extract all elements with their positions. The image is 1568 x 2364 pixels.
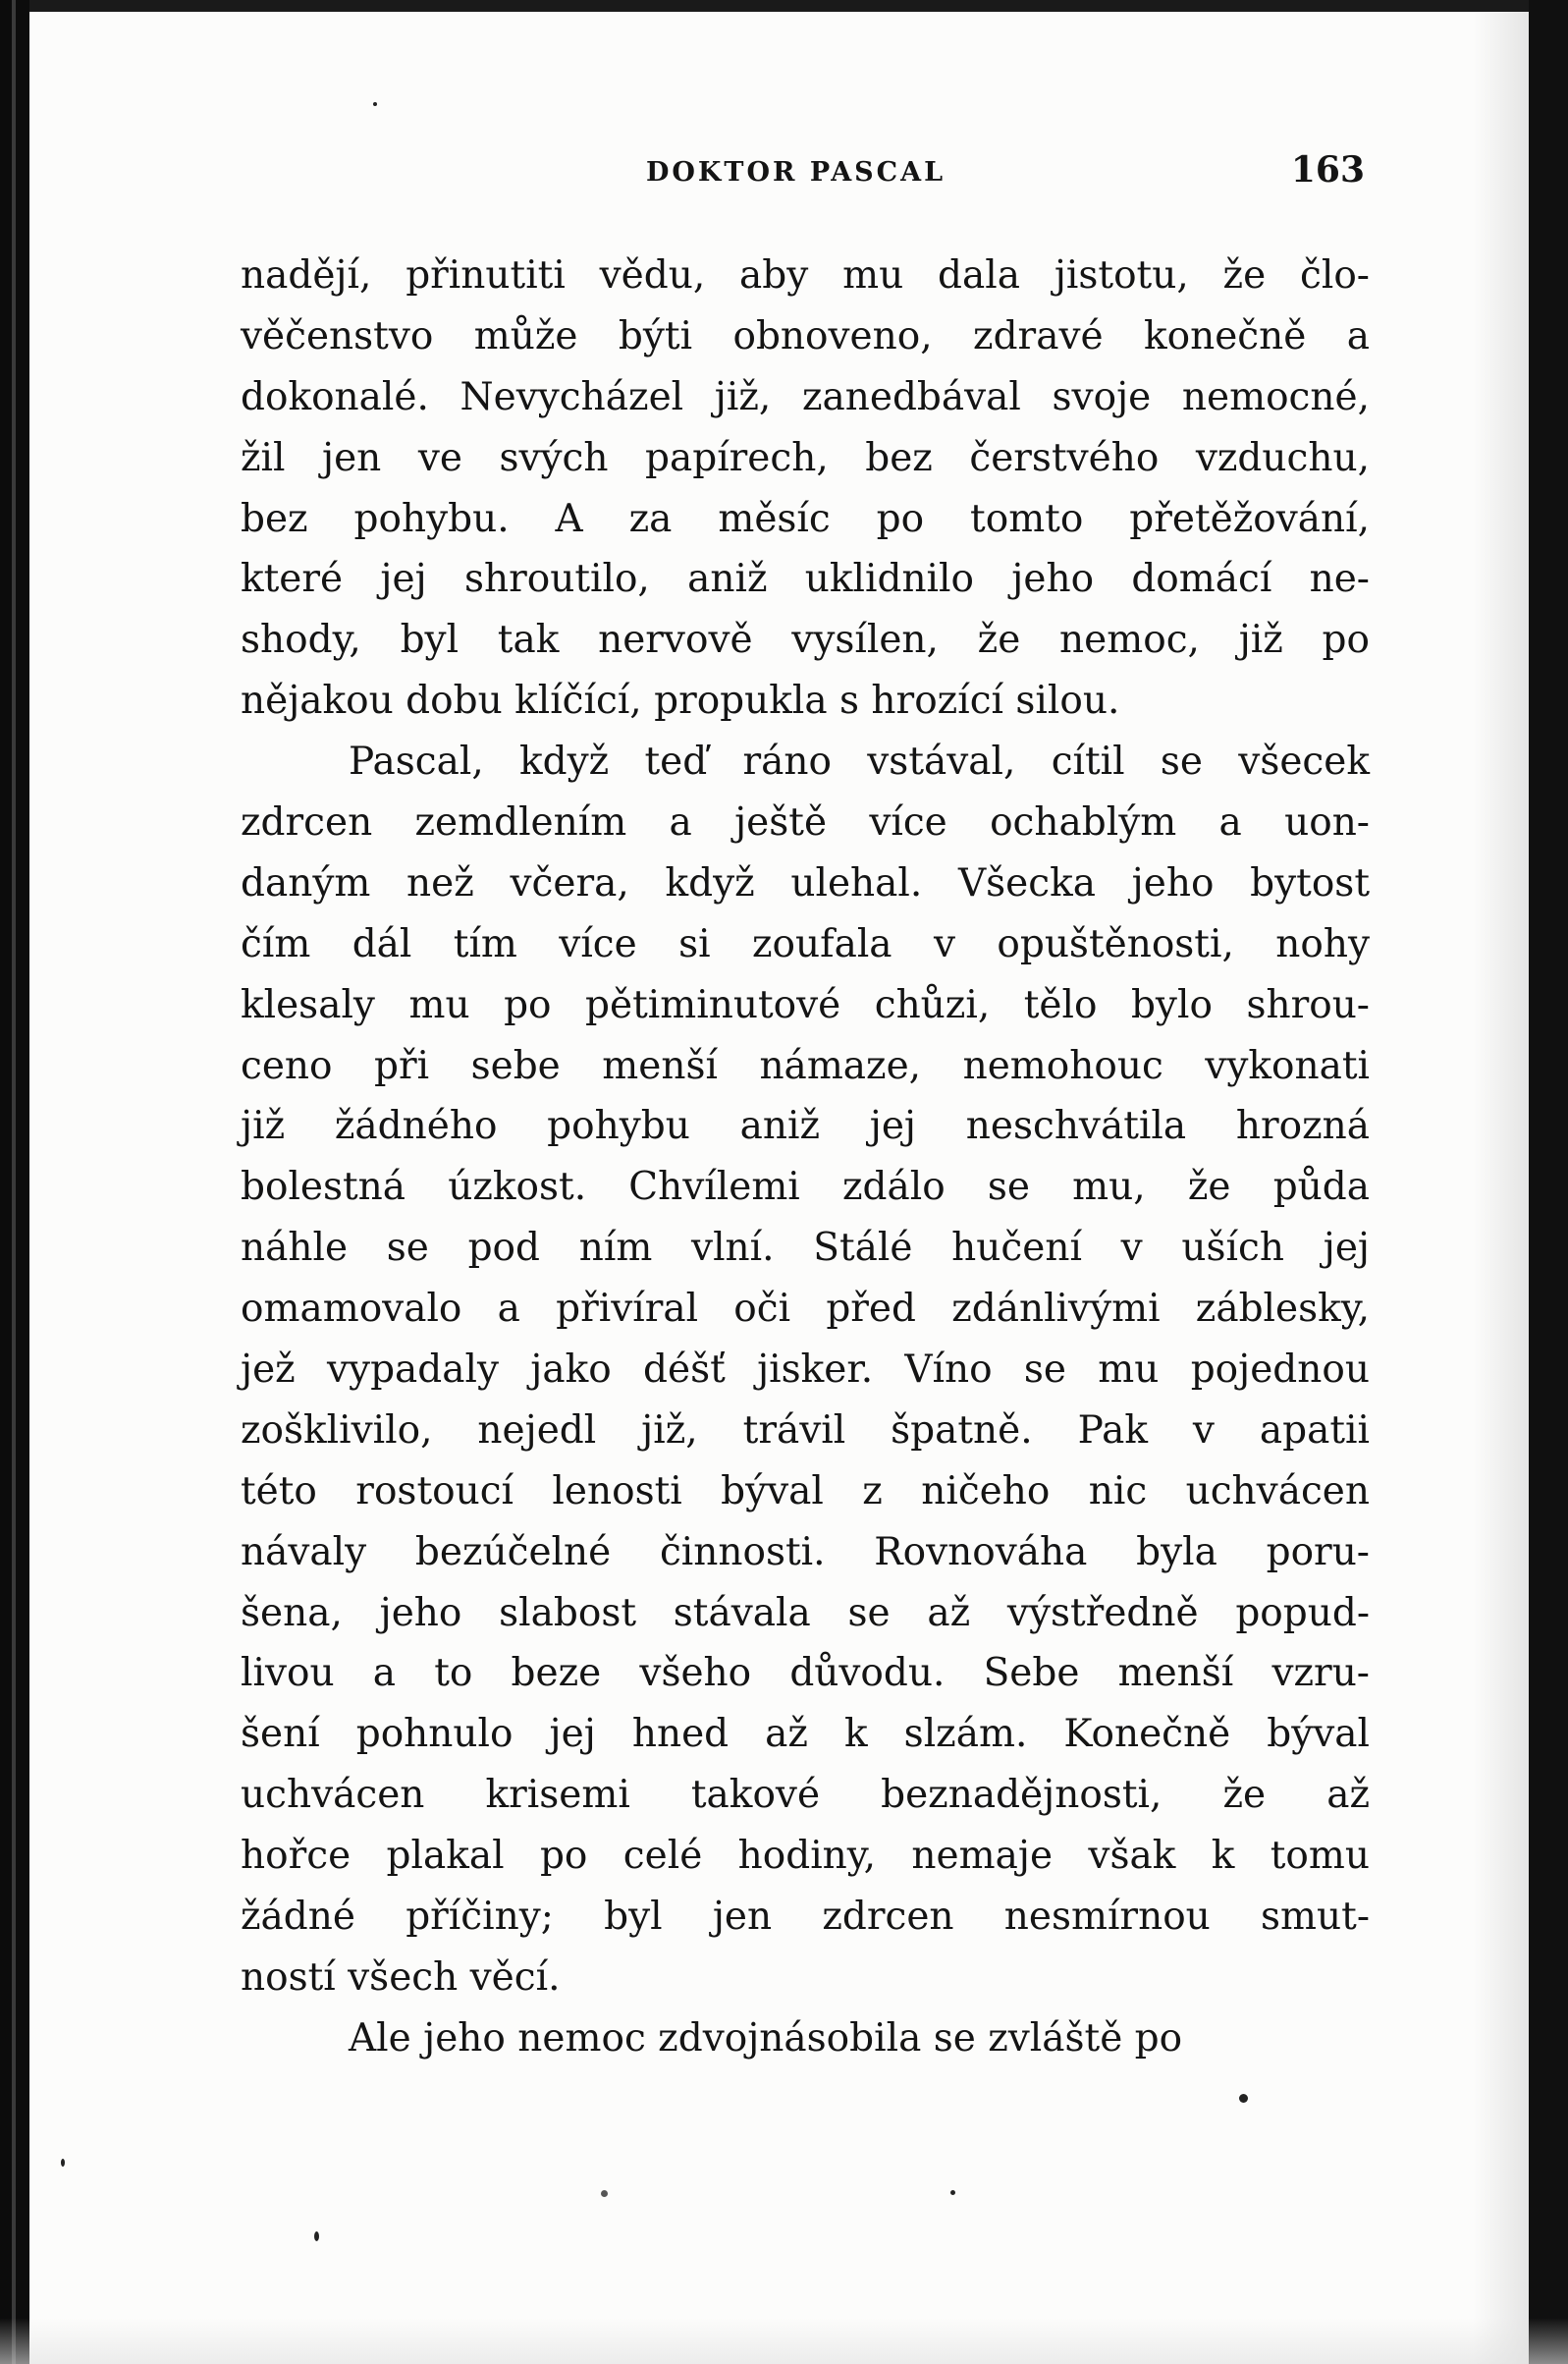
text-line: livou a to beze všeho důvodu. Sebe menší vzru-	[241, 1651, 1370, 1696]
page-bottom-shadow	[0, 2318, 1568, 2364]
text-line: omamovalo a přivíral oči před zdánlivými záblesky,	[241, 1287, 1370, 1332]
text-line: klesaly mu po pětiminutové chůzi, tělo bylo shrou-	[241, 982, 1370, 1027]
text-line: shody, byl tak nervově vysílen, že nemoc, již po	[241, 618, 1370, 663]
text-line: šení pohnulo jej hned až k slzám. Konečně býval	[241, 1712, 1370, 1757]
page-number: 163	[1290, 149, 1365, 191]
text-line: náhle se pod ním vlní. Stálé hučení v uších jej	[241, 1226, 1370, 1271]
text-line: bolestná úzkost. Chvílemi zdálo se mu, že půda	[241, 1165, 1370, 1210]
ink-speck	[61, 2159, 65, 2167]
text-line: dokonalé. Nevycházel již, zanedbával svoje nemocné,	[241, 374, 1370, 419]
ink-speck	[373, 102, 377, 106]
text-line: nějakou dobu klíčící, propukla s hrozící silou.	[241, 679, 1120, 724]
text-line: ceno při sebe menší námaze, nemohouc vykonati	[241, 1043, 1370, 1088]
text-line: čím dál tím více si zoufala v opuštěnosti, nohy	[241, 921, 1370, 966]
body-text	[241, 246, 1370, 2069]
ink-speck	[601, 2190, 608, 2197]
page-curl-shadow	[1473, 0, 1529, 2364]
ink-speck	[1239, 2094, 1248, 2103]
running-title: DOKTOR PASCAL	[646, 157, 946, 188]
text-line: zdrcen zemdlením a ještě více ochablým a uon-	[241, 800, 1370, 846]
text-line: Ale jeho nemoc zdvojnásobila se zvláště po	[349, 2015, 1183, 2061]
page-header	[236, 147, 1365, 206]
text-line: návaly bezúčelné činnosti. Rovnováha byla poru-	[241, 1529, 1370, 1574]
scan-left-border-highlight	[12, 0, 16, 2364]
text-line: daným než včera, když ulehal. Všecka jeho bytost	[241, 860, 1370, 906]
text-line: hořce plakal po celé hodiny, nemaje však k tomu	[241, 1834, 1370, 1879]
ink-speck	[314, 2231, 319, 2241]
text-line: jež vypadaly jako déšť jisker. Víno se mu pojednou	[241, 1347, 1370, 1393]
text-line: bez pohybu. A za měsíc po tomto přetěžování,	[241, 496, 1370, 541]
scan-top-border	[0, 0, 1568, 12]
text-line: nadějí, přinutiti vědu, aby mu dala jistotu, že člo-	[241, 253, 1370, 298]
text-line: uchvácen krisemi takové beznadějnosti, že až	[241, 1773, 1370, 1818]
text-line: zošklivilo, nejedl již, trávil špatně. Pak v apatii	[241, 1407, 1370, 1453]
text-line: které jej shroutilo, aniž uklidnilo jeho domácí ne-	[241, 557, 1370, 602]
text-line: žil jen ve svých papírech, bez čerstvého vzduchu,	[241, 435, 1370, 480]
text-line: této rostoucí lenosti býval z ničeho nic uchvácen	[241, 1468, 1370, 1513]
text-line: věčenstvo může býti obnoveno, zdravé konečně a	[241, 313, 1370, 358]
text-line: ností všech věcí.	[241, 1954, 561, 2000]
text-line: Pascal, když teď ráno vstával, cítil se všecek	[349, 740, 1370, 785]
ink-speck	[950, 2190, 955, 2195]
text-line: již žádného pohybu aniž jej neschvátila hrozná	[241, 1104, 1370, 1149]
scan-right-border	[1529, 0, 1568, 2364]
text-line: šena, jeho slabost stávala se až výstředně popud-	[241, 1590, 1370, 1635]
text-line: žádné příčiny; byl jen zdrcen nesmírnou smut-	[241, 1895, 1370, 1940]
